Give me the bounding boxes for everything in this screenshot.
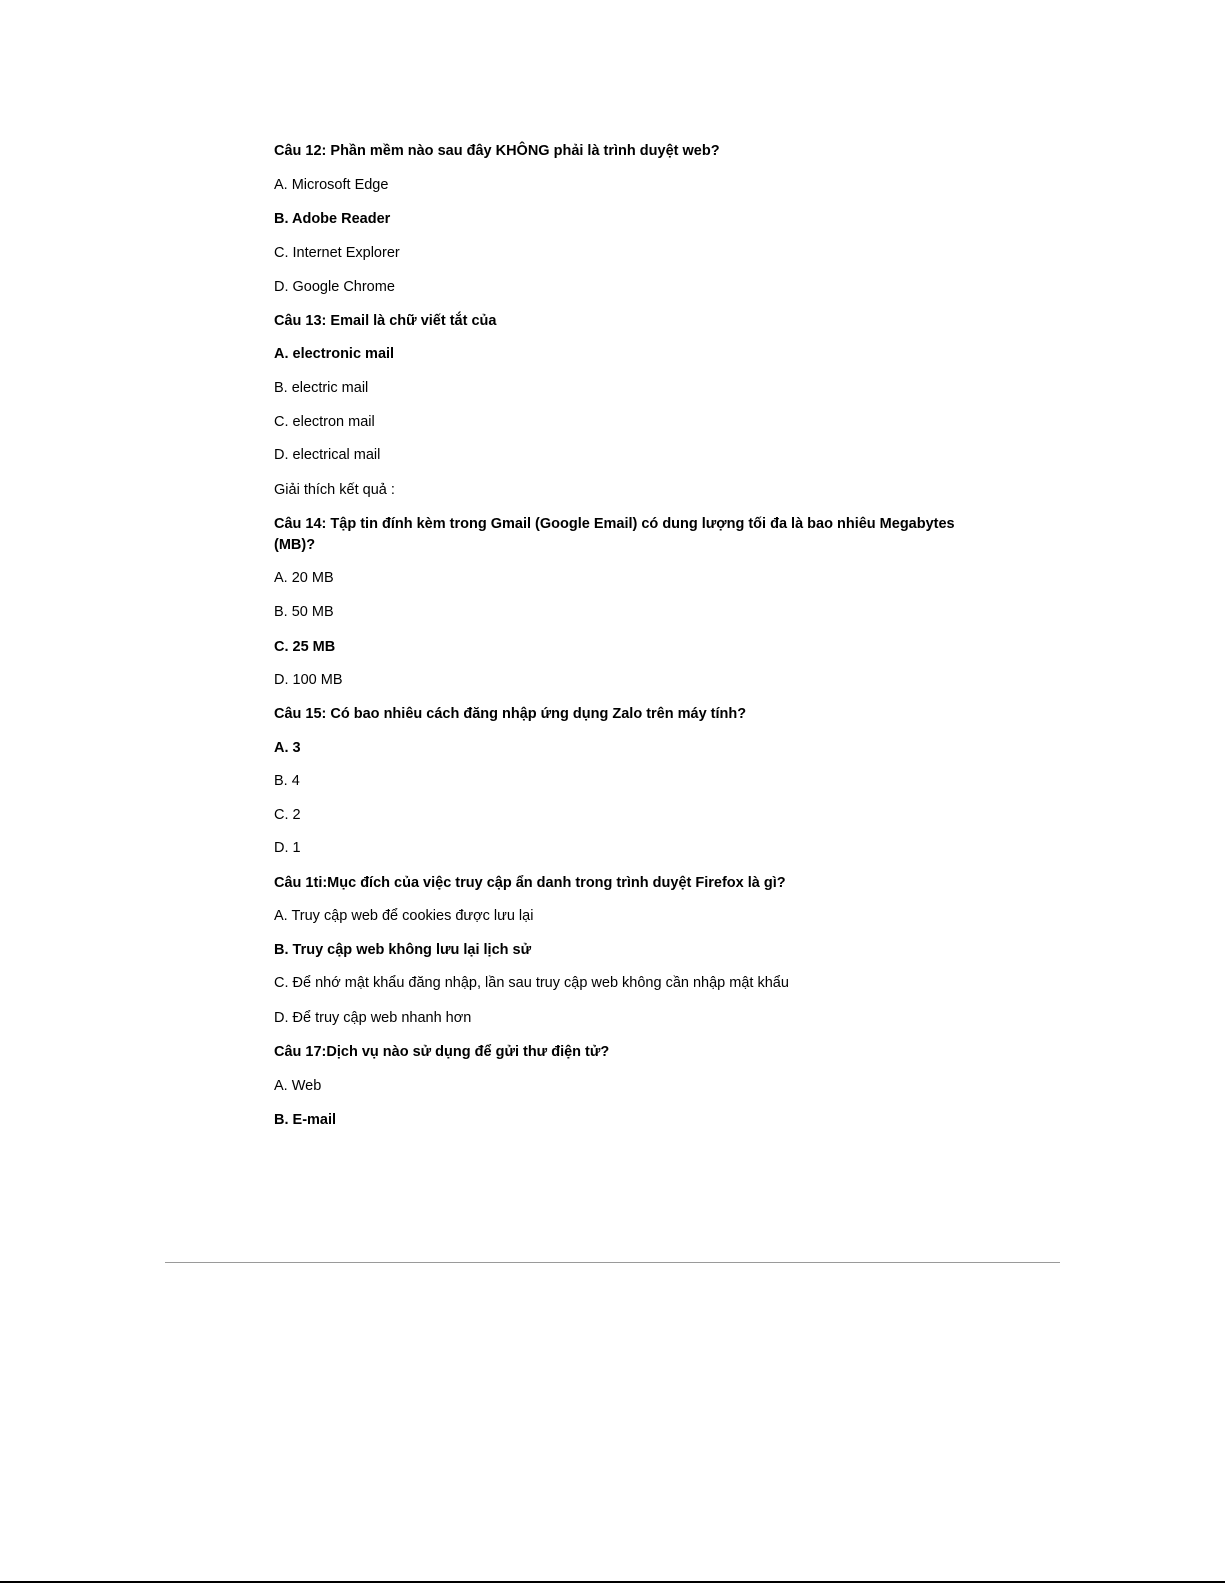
question-14-title: Câu 14: Tập tin đính kèm trong Gmail (Google Email) có dung lượng tối đa là bao nhiêu Megabytes (MB)?: [274, 516, 955, 553]
question-12-title: Câu 12: Phần mềm nào sau đây KHÔNG phải là trình duyệt web?: [274, 143, 720, 159]
q13-option-a-answer: A. electronic mail: [274, 346, 395, 362]
q16-option-a: A. Truy cập web để cookies được lưu lại: [274, 908, 534, 924]
q15-option-b: B. 4: [274, 773, 300, 789]
q17-option-b-answer: B. E-mail: [274, 1112, 337, 1128]
q12-option-c: C. Internet Explorer: [274, 245, 400, 261]
q15-option-c: C. 2: [274, 807, 301, 823]
q12-option-b-answer: B. Adobe Reader: [274, 211, 391, 227]
question-16-title: Câu 1ti:Mục đích của việc truy cập ẩn danh trong trình duyệt Firefox là gì?: [274, 875, 786, 891]
q15-option-a-answer: A. 3: [274, 740, 301, 756]
page-bottom-border: [0, 1581, 1225, 1583]
q16-option-b-answer: B. Truy cập web không lưu lại lịch sử: [274, 942, 532, 958]
question-17-title: Câu 17:Dịch vụ nào sử dụng để gửi thư điện tử?: [274, 1044, 610, 1060]
question-13-title: Câu 13: Email là chữ viết tắt của: [274, 313, 497, 329]
q12-option-d: D. Google Chrome: [274, 279, 395, 295]
q14-option-c-answer: C. 25 MB: [274, 639, 336, 655]
explanation-label: Giải thích kết quả :: [274, 482, 395, 498]
q13-option-d: D. electrical mail: [274, 447, 381, 463]
footer-divider: [165, 1262, 1060, 1263]
q13-option-b: B. electric mail: [274, 380, 369, 396]
q16-option-d: D. Để truy cập web nhanh hơn: [274, 1010, 472, 1026]
q14-option-a: A. 20 MB: [274, 570, 334, 586]
q17-option-a: A. Web: [274, 1078, 322, 1094]
question-15-title: Câu 15: Có bao nhiêu cách đăng nhập ứng dụng Zalo trên máy tính?: [274, 706, 747, 722]
q14-option-d: D. 100 MB: [274, 672, 343, 688]
q12-option-a: A. Microsoft Edge: [274, 177, 389, 193]
q14-option-b: B. 50 MB: [274, 604, 334, 620]
q15-option-d: D. 1: [274, 840, 301, 856]
q13-option-c: C. electron mail: [274, 414, 375, 430]
q16-option-c: C. Để nhớ mật khẩu đăng nhập, lần sau truy cập web không cần nhập mật khẩu: [274, 975, 789, 991]
